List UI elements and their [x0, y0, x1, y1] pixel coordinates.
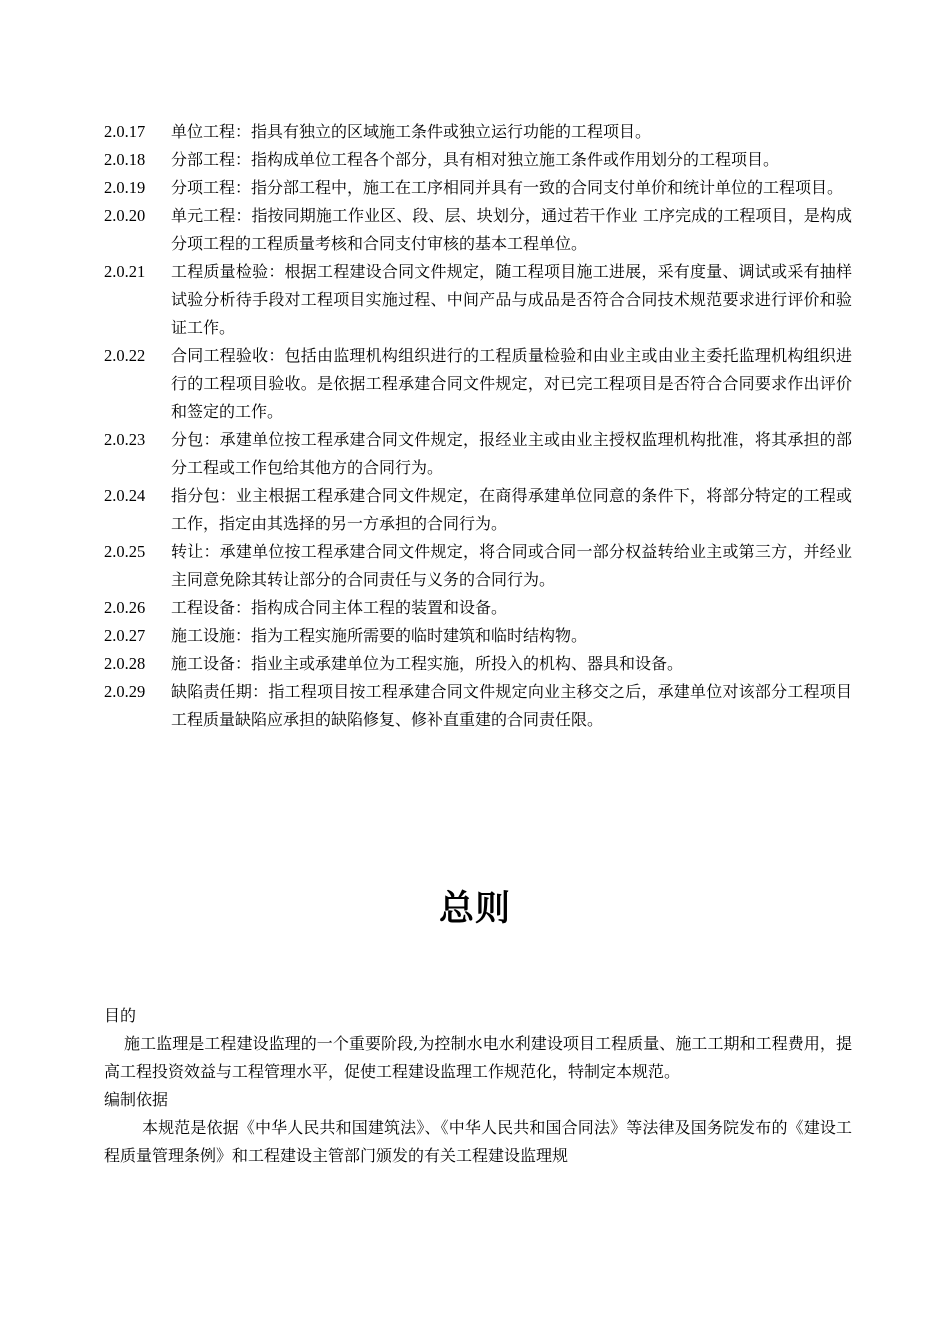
- definition-text: 工程质量检验：根据工程建设合同文件规定，随工程项目施工进展，采有度量、调试或采有抽样试验分析待手段对工程项目实施过程、中间产品与成品是否符合合同技术规范要求进行评价和验证工作。: [171, 262, 852, 337]
- section-title: 总则: [438, 889, 511, 930]
- definition-number: 2.0.18: [104, 150, 146, 169]
- definition-number: 2.0.17: [104, 122, 146, 141]
- definition-text: 工程设备：指构成合同主体工程的装置和设备。: [171, 598, 508, 617]
- definition-item: [104, 426, 852, 482]
- definition-text: 分部工程：指构成单位工程各个部分，具有相对独立施工条件或作用划分的工程项目。: [171, 150, 780, 169]
- definition-text: 单位工程：指具有独立的区域施工条件或独立运行功能的工程项目。: [171, 122, 652, 141]
- definition-number: 2.0.26: [104, 598, 146, 617]
- definition-number: 2.0.23: [104, 430, 146, 449]
- definition-text: 施工设备：指业主或承建单位为工程实施，所投入的机构、器具和设备。: [171, 654, 684, 673]
- definition-item: [104, 118, 852, 146]
- definition-item: [104, 538, 852, 594]
- definition-item: [104, 146, 852, 174]
- definition-number: 2.0.29: [104, 682, 146, 701]
- definition-number: 2.0.27: [104, 626, 146, 645]
- definition-text: 转让：承建单位按工程承建合同文件规定，将合同或合同一部分权益转给业主或第三方，并经业主同意免除其转让部分的合同责任与义务的合同行为。: [171, 542, 852, 589]
- definition-text: 缺陷责任期：指工程项目按工程承建合同文件规定向业主移交之后，承建单位对该部分工程项目工程质量缺陷应承担的缺陷修复、修补直重建的合同责任限。: [171, 682, 852, 729]
- definition-text: 分包：承建单位按工程承建合同文件规定，报经业主或由业主授权监理机构批准，将其承担的部分工程或工作包给其他方的合同行为。: [171, 430, 852, 477]
- basis-paragraph: 本规范是依据《中华人民共和国建筑法》、《中华人民共和国合同法》等法律及国务院发布的《建设工程质量管理条例》和工程建设主管部门颁发的有关工程建设监理规: [104, 1118, 852, 1165]
- section-body: [104, 1002, 852, 1170]
- purpose-heading: 目的: [104, 1006, 137, 1025]
- definition-number: 2.0.24: [104, 486, 146, 505]
- definition-number: 2.0.19: [104, 178, 146, 197]
- definition-number: 2.0.28: [104, 654, 146, 673]
- purpose-paragraph: 施工监理是工程建设监理的一个重要阶段,为控制水电水利建设项目工程质量、施工工期和工程费用，提高工程投资效益与工程管理水平，促使工程建设监理工作规范化，特制定本规范。: [104, 1034, 852, 1081]
- definition-text: 单元工程：指按同期施工作业区、段、层、块划分，通过若干作业 工序完成的工程项目，是构成分项工程的工程质量考核和合同支付审核的基本工程单位。: [171, 206, 852, 253]
- definition-item: [104, 650, 852, 678]
- definition-item: [104, 202, 852, 258]
- definition-item: [104, 678, 852, 734]
- definition-text: 施工设施：指为工程实施所需要的临时建筑和临时结构物。: [171, 626, 588, 645]
- definition-item: [104, 258, 852, 342]
- definition-text: 指分包：业主根据工程承建合同文件规定，在商得承建单位同意的条件下，将部分特定的工程或工作，指定由其选择的另一方承担的合同行为。: [171, 486, 852, 533]
- definition-item: [104, 622, 852, 650]
- definition-number: 2.0.22: [104, 346, 146, 365]
- definition-item: [104, 594, 852, 622]
- definition-number: 2.0.20: [104, 206, 146, 225]
- definition-item: [104, 342, 852, 426]
- definition-text: 合同工程验收：包括由监理机构组织进行的工程质量检验和由业主或由业主委托监理机构组织进行的工程项目验收。是依据工程承建合同文件规定，对已完工程项目是否符合合同要求作出评价和签定的工作。: [171, 346, 852, 421]
- definition-number: 2.0.25: [104, 542, 146, 561]
- definition-text: 分项工程：指分部工程中，施工在工序相同并具有一致的合同支付单价和统计单位的工程项目。: [171, 178, 844, 197]
- basis-heading: 编制依据: [104, 1090, 169, 1109]
- definition-item: [104, 482, 852, 538]
- definition-item: [104, 174, 852, 202]
- definition-list: [104, 118, 852, 734]
- definition-number: 2.0.21: [104, 262, 146, 281]
